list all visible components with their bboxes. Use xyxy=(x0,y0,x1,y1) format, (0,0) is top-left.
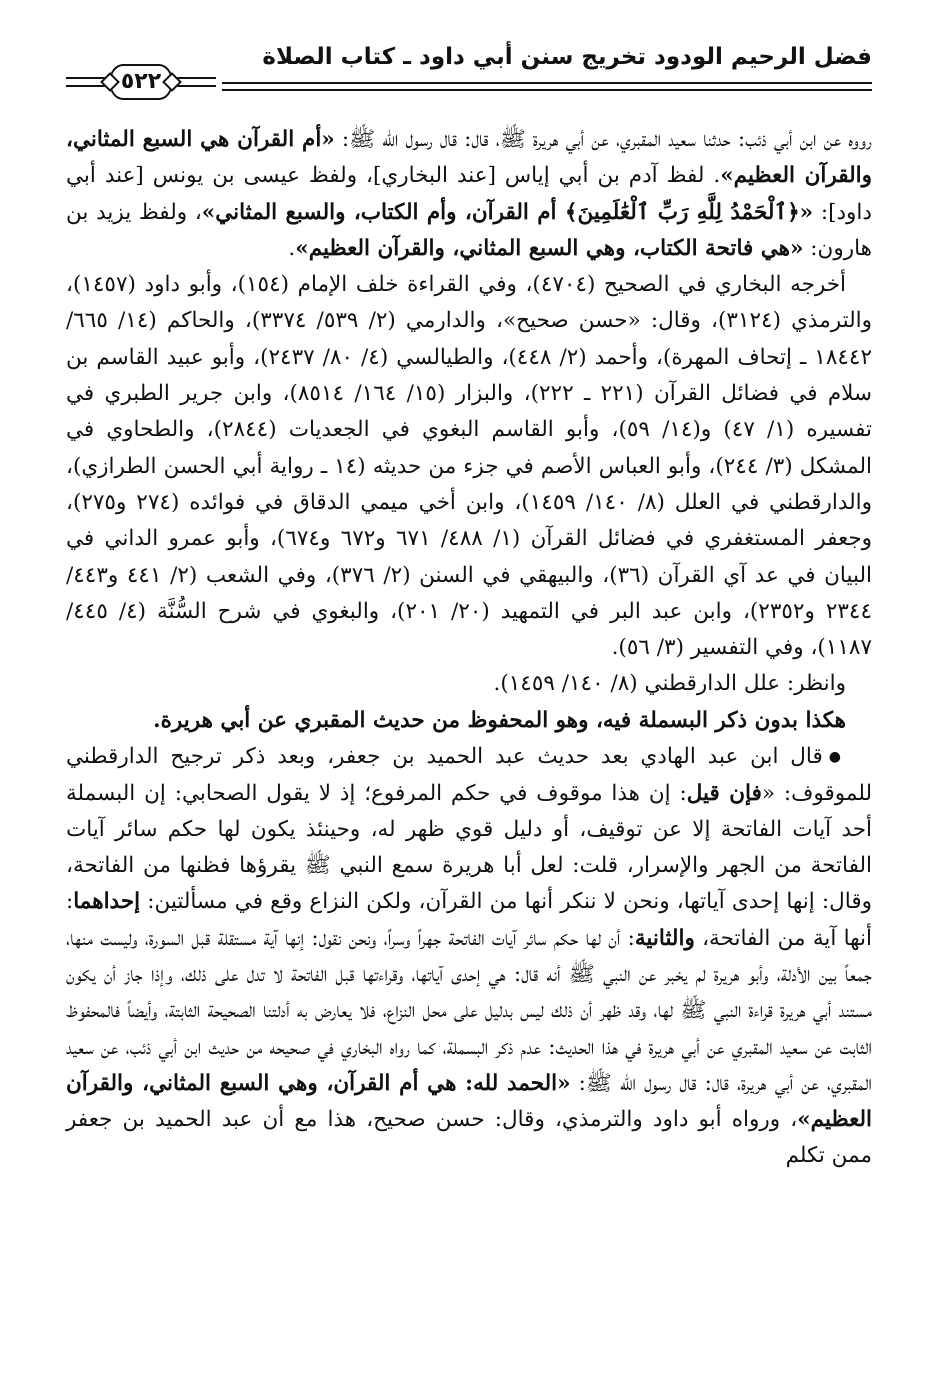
text-run: قال ابن عبد الهادي بعد حديث عبد الحميد بن جعفر، وبعد ذكر ترجيح الدارقطني للموقوف: « xyxy=(66,744,873,806)
text-run: ، ورواه أبو داود والترمذي، وقال: حسن صحيح، هذا مع أن عبد الحميد بن جعفر ممن تكلم xyxy=(66,1107,872,1169)
main-text xyxy=(66,122,872,1175)
header-divider xyxy=(222,82,872,91)
text-run: . xyxy=(288,235,296,261)
text-run: . لفظ آدم بن أبي إياس [عند البخاري]، ولفظ عيسى بن يونس [عند أبي داود]: xyxy=(66,163,872,225)
paragraph-see-also: وانظر: علل الدارقطني (٨/ ١٤٠/ ١٤٥٩). xyxy=(493,671,846,697)
header-ornament-line xyxy=(66,77,105,87)
text-run: : إن هذا موقوف في حكم المرفوع؛ إذ لا يقول الصحابي: إن البسملة أحد آيات الفاتحة إلا عن توقيف، أو دليل قوي ظهر له، وحينئذ يكون لها حكم سائر آيات الفاتحة من الجهر والإسرار، قلت: لعل أبا هريرة سمع النبي ﷺ يقرؤها فظنها من الفاتحة، وقال: إنها إحدى آياتها، ونحن لا ننكر أنها من القرآن، ولكن النزاع وقع في مسألتين: xyxy=(66,780,872,915)
text-run: رووه عن ابن أبي ذئب: حدثنا سعيد المقبري، عن أبي هريرة ﷺ، قال: قال رسول الله ﷺ: xyxy=(334,127,872,152)
text-run: : أن لها حكم سائر آيات الفاتحة جهراً وسراً، ونحن نقول: إنها آية مستقلة قبل السورة، وليست منها، جمعاً بين الأدلة، وأبو هريرة لم يخبر عن النبي ﷺ أنه قال: هي إحدى آياتها، وقراءتها قبل الفاتحة لا تدل على ذلك، وإذا جاز أن يكون مستند أبي هريرة قراءة النبي ﷺ لها، وقد ظهر أن ذلك ليس بدليل على محل النزاع، فلا يعارض به أدلتنا الصحيحة الثابتة، وأيضاً فالمحفوظ الثابت عن سعيد المقبري عن أبي هريرة في هذا الحديث: عدم ذكر البسملة، كما رواه البخاري في صحيحه من حديث ابن أبي ذئب، عن سعيد المقبري، عن أبي هريرة، قال: قال رسول الله ﷺ: xyxy=(66,925,872,1096)
header-ornament-line xyxy=(177,77,216,87)
section-heading: هكذا بدون ذكر البسملة فيه، وهو المحفوظ من حديث المقبري عن أبي هريرة. xyxy=(153,707,846,733)
running-title: فضل الرحيم الودود تخريج سنن أبي داود ـ كتاب الصلاة xyxy=(262,44,872,70)
text-run: : أنها آية من الفاتحة، xyxy=(66,889,873,951)
text-run: ، ولفظ يزيد بن هارون: xyxy=(66,199,872,261)
hadith-quote: «الحمد لله: هي أم القرآن، وهي السبع المثاني، والقرآن العظيم» xyxy=(66,1070,872,1133)
paragraph-hadith-narration xyxy=(66,122,872,267)
hadith-quote: «﴿ٱلْحَمْدُ لِلَّهِ رَبِّ ٱلْعَٰلَمِينَ﴾ أم القرآن، وأم الكتاب، والسبع المثاني» xyxy=(201,199,814,225)
paragraph-takhrij: أخرجه البخاري في الصحيح (٤٧٠٤)، وفي القراءة خلف الإمام (١٥٤)، وأبو داود (١٤٥٧)، والترمذي (٣١٢٤)، وقال: «حسن صحيح»، والدارمي (٢/ ٥٣٩/ ٣٣٧٤)، والحاكم (١٤/ ٦٦٥/ ١٨٤٤٢ ـ إتحاف المهرة)، وأحمد (٢/ ٤٤٨)، والطيالسي (٤/ ٨٠/ ٢٤٣٧)، وأبو عبيد القاسم بن سلام في فضائل القرآن (٢٢١ ـ ٢٢٢)، والبزار (١٥/ ١٦٤/ ٨٥١٤)، وابن جرير الطبري في تفسيره (١/ ٤٧) و(١٤/ ٥٩)، وأبو القاسم البغوي في الجعديات (٢٨٤٤)، والطحاوي في المشكل (٣/ ٢٤٤)، وأبو العباس الأصم في جزء من حديثه (١٤ ـ رواية أبي الحسن الطرازي)، والدارقطني في العلل (٨/ ١٤٠/ ١٤٥٩)، وابن أخي ميمي الدقاق في فوائده (٢٧٤ و٢٧٥)، وجعفر المستغفري في فضائل القرآن (١/ ٤٨٨/ ٦٧١ و٦٧٢ و٦٧٤)، وأبو عمرو الداني في البيان في عد آي القرآن (٣٦)، والبيهقي في السنن (٢/ ٣٧٦)، وفي الشعب (٢/ ٤٤١ و٤٤٣/ ٢٣٤٤ و٢٣٥٢)، وابن عبد البر في التمهيد (٢٠/ ٢٠١)، والبغوي في شرح السُّنَّة (٤/ ٤٤٥/ ١١٨٧)، وفي التفسير (٣/ ٥٦). xyxy=(66,272,873,661)
emphasis: والثانية xyxy=(634,925,695,951)
paragraph-ibn-abd-al-hadi xyxy=(66,739,872,1175)
emphasis: فإن قيل xyxy=(686,780,762,806)
bullet-icon: ● xyxy=(828,749,847,766)
hadith-quote: «أم القرآن هي السبع المثاني، والقرآن العظيم» xyxy=(66,127,872,189)
page-number-badge xyxy=(66,62,216,102)
hadith-quote: «هي فاتحة الكتاب، وهي السبع المثاني، والقرآن العظيم» xyxy=(295,235,804,261)
page-number: ٥٢٢ xyxy=(109,64,173,100)
emphasis: إحداهما xyxy=(73,889,141,915)
